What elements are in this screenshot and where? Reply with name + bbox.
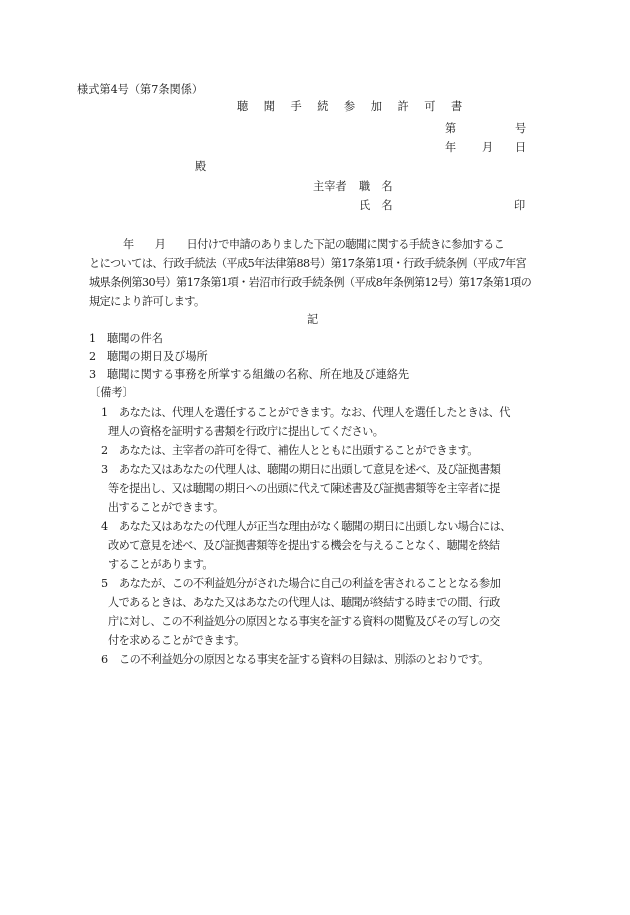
note-number: 6 xyxy=(101,653,109,666)
addressee-honorific: 殿 xyxy=(195,160,207,173)
note-number: 1 xyxy=(101,406,109,419)
item-number: 2 xyxy=(89,350,97,363)
number-suffix: 号 xyxy=(515,122,527,135)
item-text: 聴聞の件名 xyxy=(107,332,163,345)
position-label: 職 名 xyxy=(359,180,393,193)
note-line: 理人の資格を証明する書類を行政庁に提出してください。 xyxy=(108,425,384,438)
document-title: 聴 聞 手 続 参 加 許 可 書 xyxy=(237,100,469,113)
date-month: 月 xyxy=(482,141,494,154)
body-line: 城県条例第30号）第17条第1項・岩沼市行政手続条例（平成8年条例第12号）第17条第1項の xyxy=(89,276,532,289)
date-day: 日 xyxy=(515,141,527,154)
note-line: あなた又はあなたの代理人が正当な理由がなく聴聞の期日に出頭しない場合には、 xyxy=(119,520,511,533)
item-text: 聴聞に関する事務を所掌する組織の名称、所在地及び連絡先 xyxy=(107,368,410,381)
note-line: 改めて意見を述べ、及び証拠書類等を提出する機会を与えることなく、聴聞を終結 xyxy=(108,539,500,552)
note-line: 出することができます。 xyxy=(108,501,224,514)
note-line: 等を提出し、又は聴聞の期日への出頭に代えて陳述書及び証拠書類等を主宰者に提 xyxy=(108,482,500,495)
note-line: あなたは、代理人を選任することができます。なお、代理人を選任したときは、代 xyxy=(119,406,510,419)
item-text: 聴聞の期日及び場所 xyxy=(107,350,208,363)
note-line: あなた又はあなたの代理人は、聴聞の期日に出頭して意見を述べ、及び証拠書類 xyxy=(119,463,501,476)
ki-heading: 記 xyxy=(307,313,319,326)
note-line: 付を求めることができます。 xyxy=(108,634,245,647)
form-number-label: 様式第4号（第7条関係） xyxy=(77,83,204,96)
note-line: あなたが、この不利益処分がされた場合に自己の利益を害されることとなる参加 xyxy=(119,577,501,590)
remarks-label: 〔備考〕 xyxy=(89,386,134,399)
note-number: 2 xyxy=(101,444,109,457)
body-line: 年 月 日付けで申請のありました下記の聴聞に関する手続きに参加するこ xyxy=(123,238,505,251)
body-line: 規定により許可します。 xyxy=(89,295,205,308)
note-line: することがあります。 xyxy=(108,558,213,571)
item-number: 3 xyxy=(89,368,97,381)
note-line: あなたは、主宰者の許可を得て、補佐人とともに出頭することができます。 xyxy=(119,444,478,457)
item-number: 1 xyxy=(89,332,97,345)
note-line: 人であるときは、あなた又はあなたの代理人は、聴聞が終結する時までの間、行政 xyxy=(108,596,500,609)
seal-mark: 印 xyxy=(514,199,526,212)
presider-label: 主宰者 xyxy=(313,180,347,193)
body-line: とについては、行政手続法（平成5年法律第88号）第17条第1項・行政手続条例（平成7年宮 xyxy=(89,257,527,270)
note-line: この不利益処分の原因となる事実を証する資料の目録は、別添のとおりです。 xyxy=(119,653,489,666)
note-line: 庁に対し、この不利益処分の原因となる事実を証する資料の閲覧及びその写しの交 xyxy=(108,615,500,628)
note-number: 5 xyxy=(101,577,109,590)
note-number: 4 xyxy=(101,520,109,533)
date-year: 年 xyxy=(445,141,457,154)
note-number: 3 xyxy=(101,463,109,476)
number-prefix: 第 xyxy=(445,122,457,135)
name-label: 氏 名 xyxy=(359,199,393,212)
